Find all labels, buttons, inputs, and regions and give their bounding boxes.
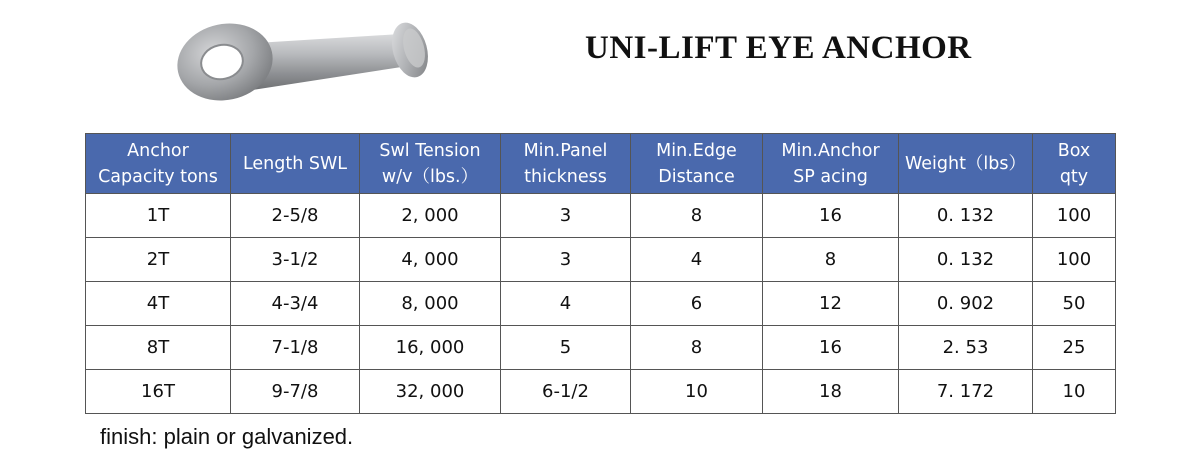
table-row [86,326,1116,370]
cell-capacity: 8T [86,326,231,370]
cell-panel: 5 [501,326,631,370]
cell-panel: 3 [501,238,631,282]
cell-box-qty: 100 [1033,194,1116,238]
cell-length: 9-7/8 [231,370,360,414]
finish-note: finish: plain or galvanized. [100,424,354,449]
page-title: UNI-LIFT EYE ANCHOR [585,30,972,66]
cell-capacity: 2T [86,238,231,282]
cell-tension: 16, 000 [360,326,501,370]
cell-edge: 10 [631,370,763,414]
cell-spacing: 16 [763,326,899,370]
cell-spacing: 16 [763,194,899,238]
cell-tension: 32, 000 [360,370,501,414]
header-min-panel: Min.Panel thickness [501,134,631,194]
cell-length: 3-1/2 [231,238,360,282]
cell-panel: 4 [501,282,631,326]
spec-table [85,133,1116,414]
cell-edge: 8 [631,194,763,238]
cell-weight: 2. 53 [899,326,1033,370]
header-box-qty: Box qty [1033,134,1116,194]
cell-panel: 3 [501,194,631,238]
cell-weight: 0. 902 [899,282,1033,326]
cell-box-qty: 10 [1033,370,1116,414]
header-swl-tension: Swl Tension w/v（lbs.） [360,134,501,194]
cell-weight: 0. 132 [899,238,1033,282]
cell-tension: 2, 000 [360,194,501,238]
table-row [86,370,1116,414]
table-row [86,194,1116,238]
cell-tension: 4, 000 [360,238,501,282]
cell-length: 2-5/8 [231,194,360,238]
cell-capacity: 16T [86,370,231,414]
header-length-swl: Length SWL [231,134,360,194]
eye-anchor-image [170,12,440,112]
table-header-row [86,134,1116,194]
table-row [86,282,1116,326]
cell-length: 7-1/8 [231,326,360,370]
cell-capacity: 4T [86,282,231,326]
cell-weight: 7. 172 [899,370,1033,414]
cell-box-qty: 100 [1033,238,1116,282]
cell-box-qty: 25 [1033,326,1116,370]
cell-tension: 8, 000 [360,282,501,326]
cell-length: 4-3/4 [231,282,360,326]
eye-anchor-icon [170,12,440,112]
cell-box-qty: 50 [1033,282,1116,326]
cell-edge: 4 [631,238,763,282]
table-row [86,238,1116,282]
cell-weight: 0. 132 [899,194,1033,238]
header-min-anchor: Min.Anchor SP acing [763,134,899,194]
header-weight: Weight（lbs） [899,134,1033,194]
cell-capacity: 1T [86,194,231,238]
header-anchor-capacity: Anchor Capacity tons [86,134,231,194]
cell-spacing: 8 [763,238,899,282]
cell-spacing: 18 [763,370,899,414]
cell-spacing: 12 [763,282,899,326]
cell-panel: 6-1/2 [501,370,631,414]
cell-edge: 8 [631,326,763,370]
cell-edge: 6 [631,282,763,326]
header-min-edge: Min.Edge Distance [631,134,763,194]
